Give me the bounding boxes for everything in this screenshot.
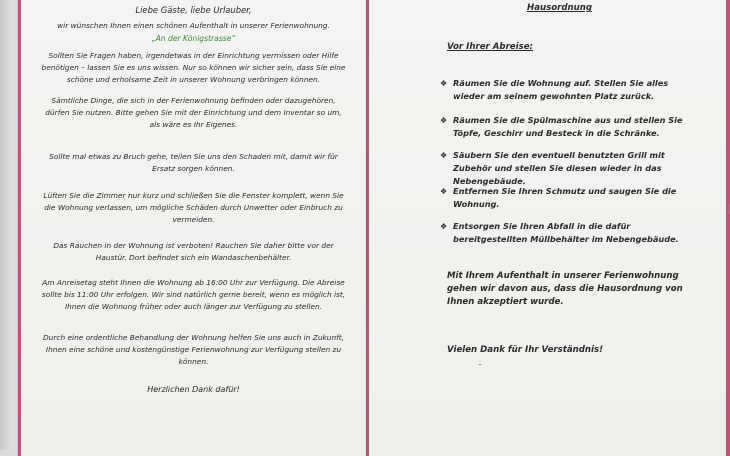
paragraph-damage: Sollte mal etwas zu Bruch gehe, teilen Sie uns den Schaden mit, damit wir für Ersatz sorgen können. (49, 152, 338, 173)
bullet-icon: ❖ (440, 187, 448, 196)
rule-item (440, 149, 693, 188)
paragraph-ventilation: Lüften Sie die Zimmer nur kurz und schließen Sie die Fenster komplett, wenn Sie die Wohnung verlassen, um mögliche Schäden durch Unwetter oder Einbruch zu vermeiden. (43, 191, 344, 224)
rule-item (440, 185, 693, 211)
wall-edge (0, 0, 14, 450)
rule-text: Räumen Sie die Spülmaschine aus und stellen Sie Töpfe, Geschirr und Besteck in die Schränke. (453, 115, 683, 138)
bullet-icon: ❖ (440, 222, 448, 231)
rule-text: Räumen Sie die Wohnung auf. Stellen Sie alles wieder am seinem gewohnten Platz zurück. (453, 78, 669, 101)
rule-text: Entsorgen Sie Ihren Abfall in die dafür bereitgestellten Müllbehälter im Nebengebäude. (453, 221, 679, 244)
paragraph-questions: Sollten Sie Fragen haben, irgendetwas in der Einrichtung vermissen oder Hilfe benötigen – lassen Sie es uns wissen. Nur so können wir sicher sein, dass Sie eine schöne und erholsame Zeit in unserer Wohnung verbringen können. (41, 51, 346, 84)
rule-item (440, 220, 693, 246)
rule-text: Entfernen Sie Ihren Schmutz und saugen Sie die Wohnung. (453, 186, 677, 209)
house-rules-sheet (367, 0, 730, 456)
greeting: Liebe Gäste, liebe Urlauber, (135, 5, 252, 15)
thanks-line: Herzlichen Dank dafür! (147, 385, 240, 394)
bullet-icon: ❖ (440, 151, 448, 160)
paragraph-smoking: Das Rauchen in der Wohnung ist verboten! Rauchen Sie daher bitte vor der Haustür. Dort befindet sich ein Wandaschenbehälter. (53, 241, 334, 262)
house-rules-title: Hausordnung (527, 3, 593, 13)
welcome-line: wir wünschen Ihnen einen schönen Aufenthalt in unserer Ferienwohnung. (57, 21, 330, 30)
welcome-notice-sheet (18, 0, 369, 456)
paragraph-usage: Sämtliche Dinge, die sich in der Ferienwohnung befinden oder dazugehören, dürfen Sie nutzen. Bitte gehen Sie mit der Einrichtung und dem Inventar so um, als wäre es Ihr Eigenes. (45, 96, 342, 129)
section-heading: Vor Ihrer Abreise: (447, 42, 533, 52)
bullet-icon: ❖ (440, 116, 448, 125)
closing-paragraph: Mit Ihrem Aufenthalt in unserer Ferienwohnung gehen wir davon aus, dass die Hausordnung von Ihnen akzeptiert wurde. (447, 271, 683, 307)
paragraph-care: Durch eine ordentliche Behandlung der Wohnung helfen Sie uns auch in Zukunft, Ihnen eine schöne und kostengünstige Ferienwohnung zur Verfügung stellen zu können. (42, 333, 345, 366)
bullet-icon: ❖ (440, 79, 448, 88)
thanks-line: Vielen Dank für Ihr Verständnis! (447, 345, 604, 355)
rule-item (440, 114, 693, 140)
rule-text: Säubern Sie den eventuell benutzten Grill mit Zubehör und stellen Sie diesen wieder in das Nebengebäude. (453, 150, 665, 186)
rule-item (440, 77, 693, 103)
apartment-name: „An der Königstrasse“ (151, 34, 236, 43)
paragraph-arrival: Am Anreisetag steht Ihnen die Wohnung ab 16:00 Uhr zur Verfügung. Die Abreise sollte bis 11:00 Uhr erfolgen. Wir sind natürlich gerne bereit, wenn es möglich ist, Ihnen die Wohnung früher oder auch länger zur Verfügung zu stellen. (41, 278, 346, 311)
speck (479, 364, 481, 365)
